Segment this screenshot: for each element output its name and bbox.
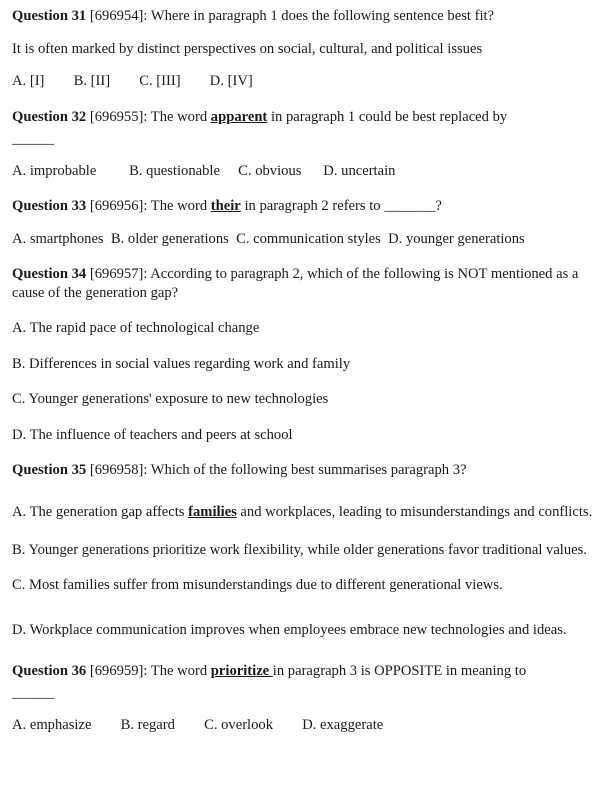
question-31-stem [12,4,597,29]
question-36-options[interactable]: A. emphasize B. regard C. overlook D. exaggerate [12,716,384,733]
question-36-stem-before: The word [147,662,211,679]
question-31-number: Question 31 [12,8,87,24]
question-35-option-a-before: A. The generation gap affects [12,503,189,520]
question-34-option-b[interactable]: B. Differences in social values regarding work and family [12,355,351,372]
question-34-option-a[interactable]: A. The rapid pace of technological change [12,320,260,336]
question-33-stem [12,194,597,219]
question-32-options[interactable]: A. improbable B. questionable C. obvious D. uncertain [12,162,396,179]
question-36-stem [12,659,597,684]
question-35-id: [696958]: [89,462,148,478]
question-36-keyword: prioritize [210,662,273,679]
question-33-stem-before: The word [147,198,211,214]
question-31-insert-sentence: It is often marked by distinct perspectives on social, cultural, and political issues [12,40,483,57]
question-33-stem-after: in paragraph 2 refers to _______? [240,198,442,214]
question-35-option-a-keyword: families [188,503,237,520]
question-33-number: Question 33 [12,198,87,214]
question-block-34 [12,262,597,447]
question-32-stem [12,105,597,130]
question-33-id: [696956]: [89,198,148,214]
question-36-number: Question 36 [12,662,87,679]
question-block-35 [12,458,597,651]
question-block-32 [12,105,597,184]
question-32-number: Question 32 [12,108,87,125]
question-33-keyword: their [210,198,241,214]
question-35-stem [12,458,597,483]
question-36-id: [696959]: [89,662,148,679]
question-32-stem-before: The word [147,108,211,125]
question-35-stem-text: Which of the following best summarises paragraph 3? [147,462,467,478]
question-34-option-c[interactable]: C. Younger generations' exposure to new technologies [12,391,329,407]
question-block-36 [12,659,597,738]
question-35-option-d[interactable]: D. Workplace communication improves when employees embrace new technologies and ideas. [12,621,567,638]
question-35-option-b[interactable]: B. Younger generations prioritize work flexibility, while older generations favor traditional values. [12,541,587,558]
question-block-31 [12,4,597,94]
question-32-id: [696955]: [89,108,148,125]
question-32-stem-after: in paragraph 1 could be best replaced by [267,108,508,125]
question-32-keyword: apparent [210,108,268,125]
question-35-number: Question 35 [12,462,87,478]
question-block-33 [12,194,597,251]
question-35-option-c[interactable]: C. Most families suffer from misunderstandings due to different generational views. [12,577,503,593]
question-34-option-d[interactable]: D. The influence of teachers and peers at school [12,426,293,443]
question-34-stem [12,262,597,305]
question-36-stem-after: in paragraph 3 is OPPOSITE in meaning to [272,662,527,679]
question-34-id: [696957]: [89,266,148,282]
question-31-id: [696954]: [89,8,148,24]
question-34-stem-text: According to paragraph 2, which of the following is NOT mentioned as a cause of the generation gap? [12,266,579,301]
question-33-options[interactable]: A. smartphones B. older generations C. communication styles D. younger generations [12,230,525,247]
question-35-option-a[interactable] [12,491,597,533]
question-32-blank: ______ [12,131,54,147]
question-31-stem-text: Where in paragraph 1 does the following sentence best fit? [147,8,495,24]
question-31-options[interactable]: A. [I] B. [II] C. [III] D. [IV] [12,73,253,89]
question-36-blank: ______ [12,685,54,701]
question-34-number: Question 34 [12,266,87,282]
question-35-option-a-after: and workplaces, leading to misunderstandings and conflicts. [236,503,593,520]
